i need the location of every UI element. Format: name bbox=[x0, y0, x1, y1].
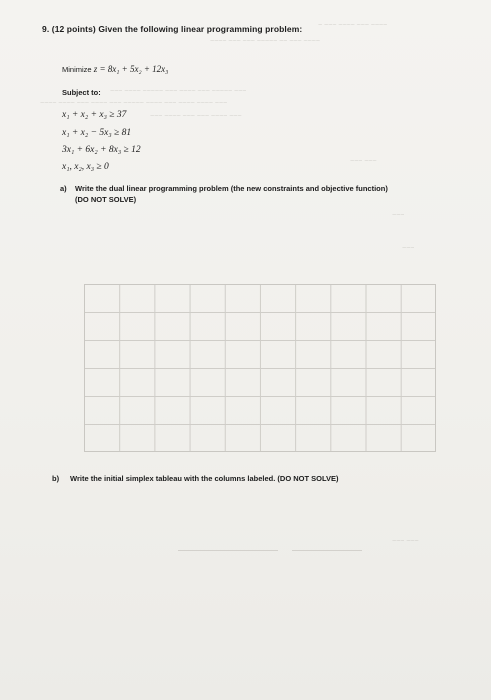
bleed-through-mark: ~~~~ ~~~ ~~~ ~~~~~ ~~ ~~~ ~~~~ bbox=[210, 38, 320, 45]
constraint-2: x₁ + x₂ − 5x₃ ≥ 81 bbox=[62, 128, 132, 138]
constraint-3: 3x₁ + 6x₂ + 8x₃ ≥ 12 bbox=[62, 145, 141, 155]
part-b-instructions bbox=[52, 474, 339, 483]
bleed-through-mark: ~~~ ~~~ bbox=[392, 538, 419, 545]
part-a-instructions bbox=[60, 183, 470, 205]
bleed-through-mark: ~~~ ~~~ bbox=[350, 158, 377, 165]
non-negativity-constraint: x₁, x₂, x₃ ≥ 0 bbox=[62, 162, 109, 172]
bleed-through-mark: ~~~ ~~~~ ~~~~~ ~~~ ~~~~ ~~~ ~~~~~ ~~~ bbox=[110, 88, 247, 95]
part-a-text: Write the dual linear programming problem (the new constraints and objective function) bbox=[75, 184, 388, 193]
question-prompt: Given the following linear programming problem: bbox=[98, 24, 303, 34]
question-points: (12 points) bbox=[51, 24, 96, 34]
question-header bbox=[42, 24, 302, 34]
bleed-through-line bbox=[292, 550, 362, 551]
objective-expression: z = 8x₁ + 5x₂ + 12x₃ bbox=[93, 64, 169, 74]
question-number: 9. bbox=[42, 24, 50, 34]
objective-label: Minimize bbox=[62, 65, 92, 74]
bleed-through-mark: ~~~ bbox=[392, 212, 405, 219]
bleed-through-mark: ~~~~ ~~~~ ~~~ ~~~~ ~~~ ~~~~~ ~~~~ ~~~ ~~~~ ~~~~ ~~~ bbox=[40, 100, 228, 107]
answer-grid bbox=[84, 284, 436, 452]
bleed-through-mark: ~ ~~~ ~~~~ ~~~ ~~~~ bbox=[318, 22, 388, 29]
part-a-tag: a) bbox=[60, 184, 67, 193]
bleed-through-mark: ~~~ ~~~~ ~~~ ~~~ ~~~~ ~~~ bbox=[150, 113, 242, 120]
constraint-1: x₁ + x₂ + x₃ ≥ 37 bbox=[62, 110, 127, 120]
part-b-tag: b) bbox=[52, 474, 60, 483]
bleed-through-mark: ~~~ bbox=[402, 245, 415, 252]
part-b-note: (DO NOT SOLVE) bbox=[277, 474, 339, 483]
part-a-note: (DO NOT SOLVE) bbox=[75, 195, 137, 204]
objective-function bbox=[62, 64, 168, 74]
bleed-through-line bbox=[178, 550, 278, 551]
subject-to-label: Subject to: bbox=[62, 88, 101, 97]
part-b-text: Write the initial simplex tableau with the columns labeled. bbox=[70, 474, 276, 483]
